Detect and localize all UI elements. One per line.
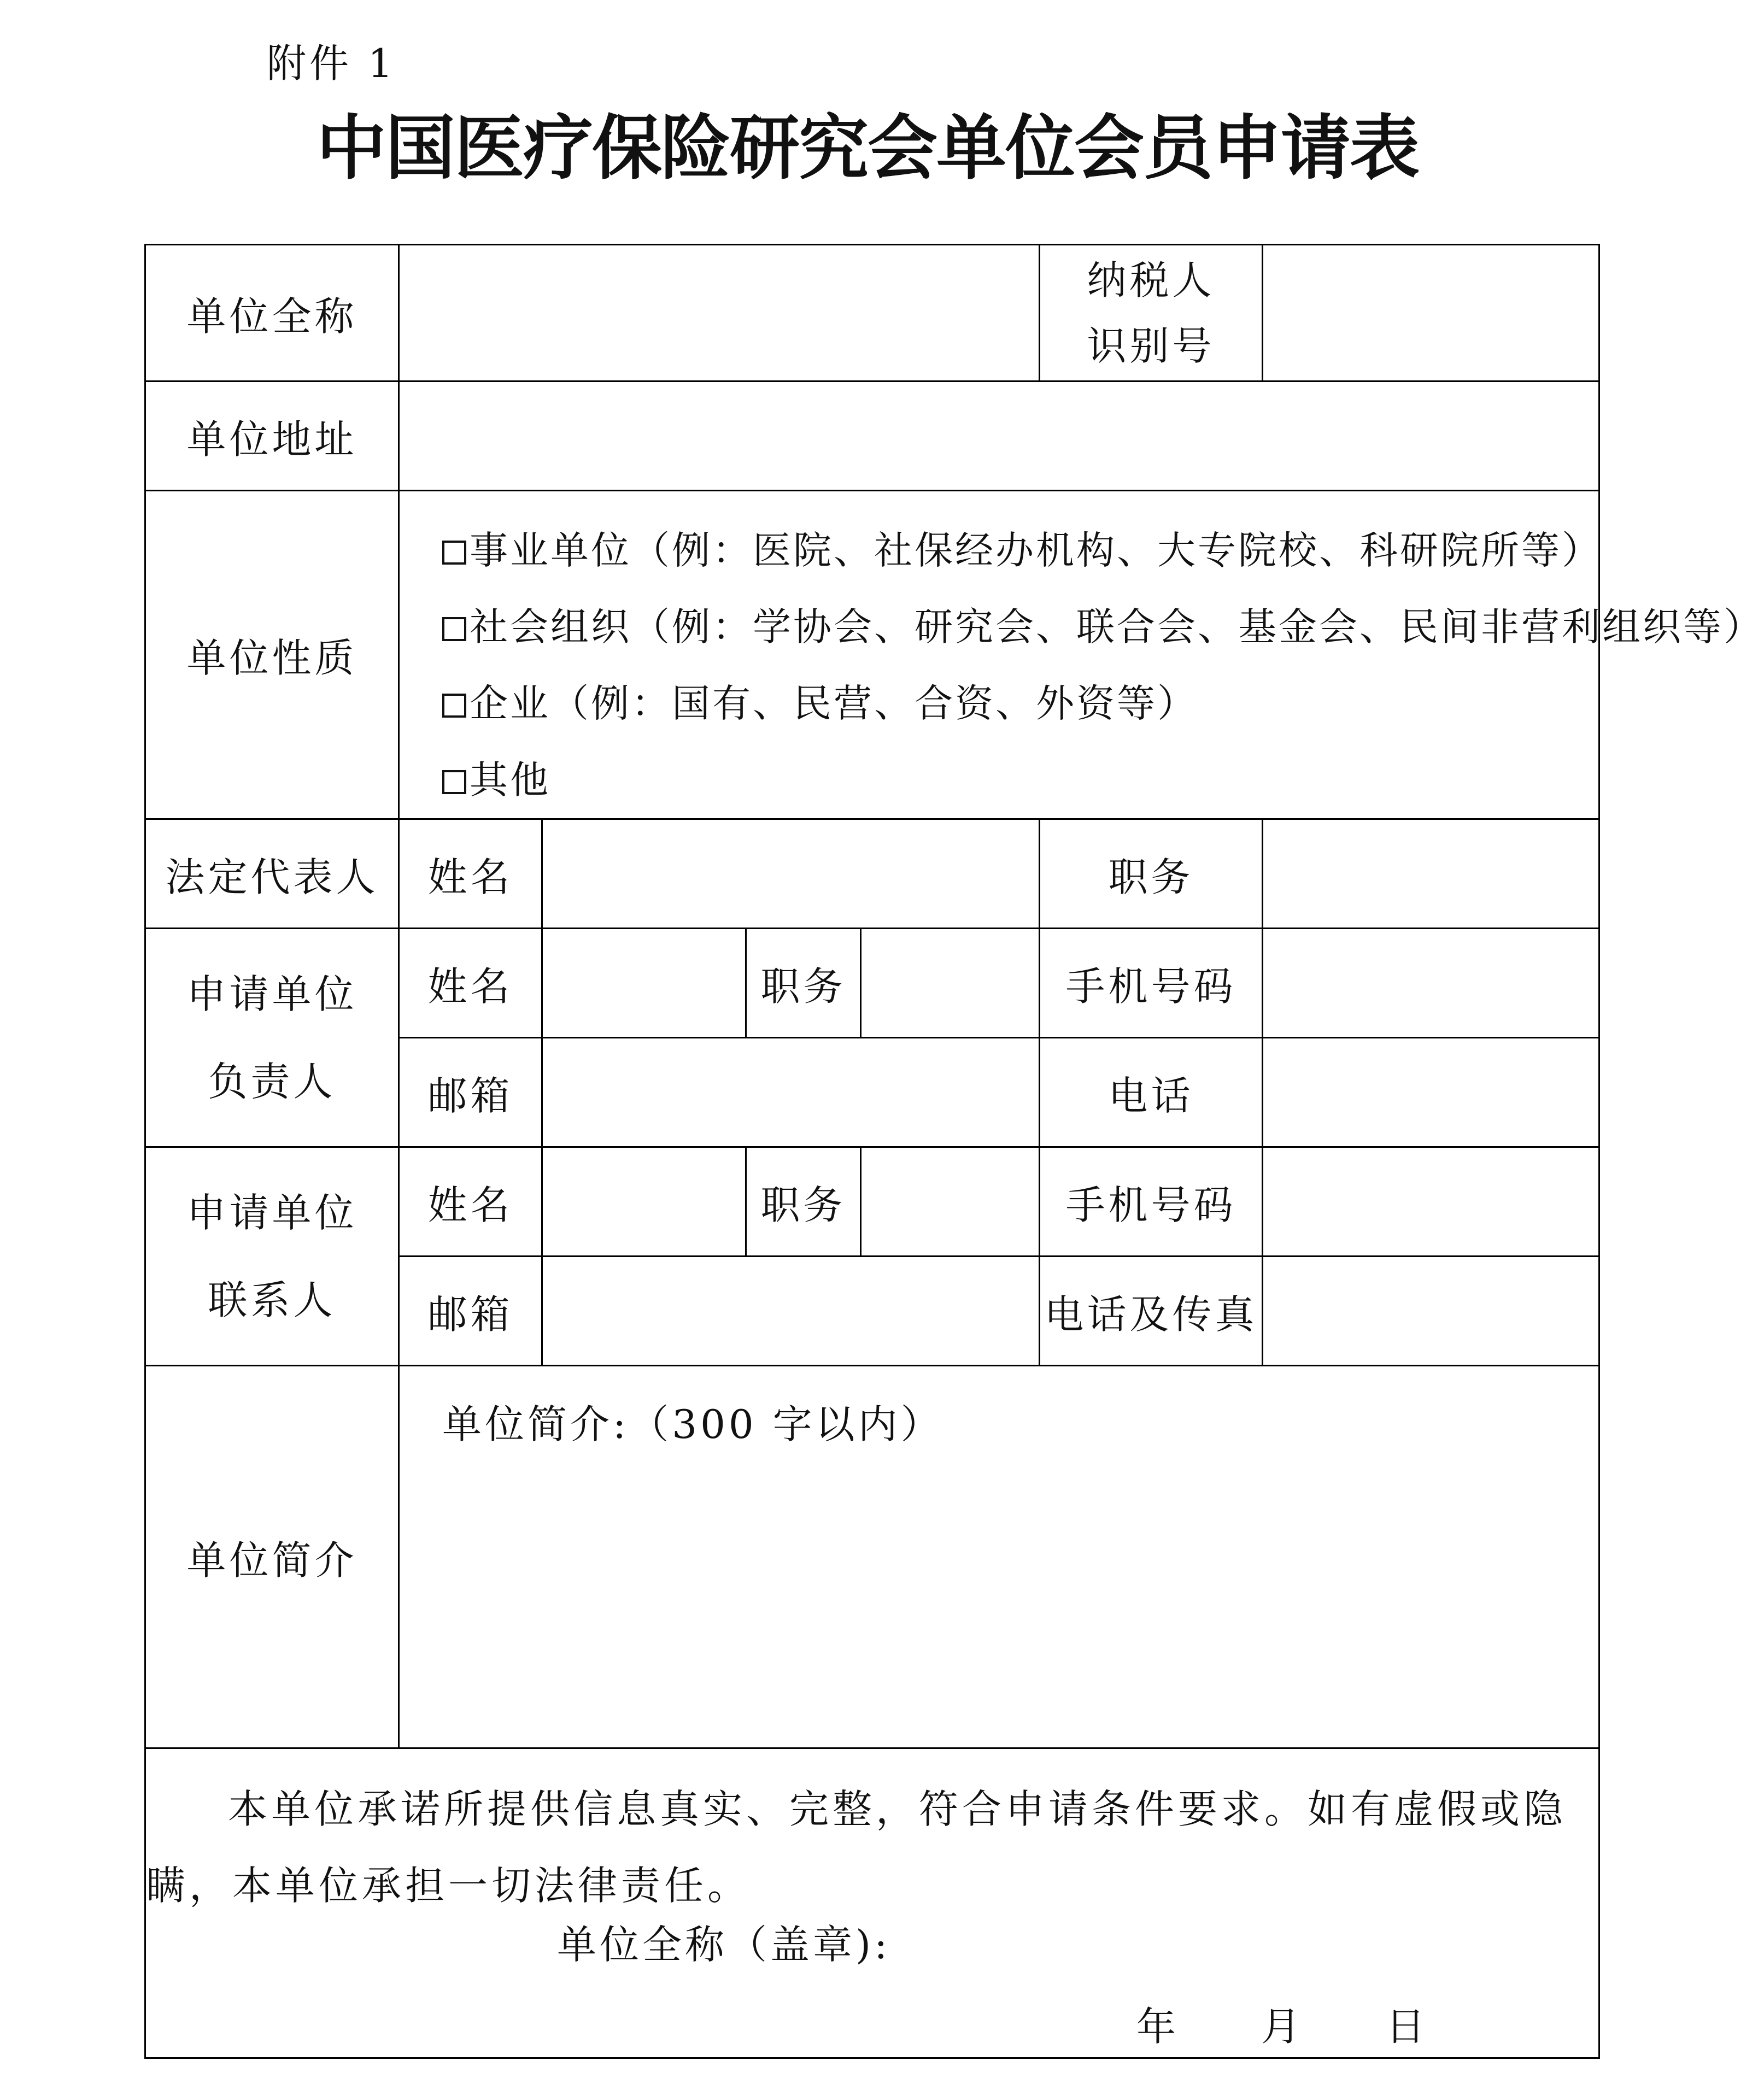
legal-rep-name-label: 姓名: [399, 819, 542, 929]
head-phone-label: 电话: [1040, 1038, 1263, 1147]
contact-phone-fax-label: 电话及传真: [1040, 1257, 1263, 1366]
head-mobile-label: 手机号码: [1040, 929, 1263, 1038]
contact-position-label: 职务: [746, 1147, 861, 1257]
row-legal-rep: [145, 819, 1599, 929]
nature-option-social-organization[interactable]: [442, 589, 1764, 665]
row-intro: [145, 1366, 1599, 1748]
contact-label-line2: 联系人: [208, 1277, 336, 1323]
pledge-cell: [145, 1748, 1599, 2058]
tax-id-label-line1: 纳税人: [1087, 257, 1215, 303]
contact-email-label: 邮箱: [399, 1257, 542, 1366]
checkbox-icon[interactable]: [442, 694, 466, 718]
head-email-field[interactable]: [542, 1038, 1040, 1147]
contact-name-label: 姓名: [399, 1147, 542, 1257]
intro-hint: 单位简介:（300 字以内）: [442, 1401, 943, 1447]
head-name-field[interactable]: [542, 929, 746, 1038]
address-field[interactable]: [399, 381, 1599, 491]
nature-option-other[interactable]: [442, 742, 1598, 818]
unit-name-label: 单位全称: [145, 245, 399, 381]
tax-id-label: [1040, 245, 1263, 381]
date-year-label: 年: [1136, 2004, 1180, 2050]
contact-mobile-field[interactable]: [1263, 1147, 1599, 1257]
checkbox-icon[interactable]: [442, 541, 466, 565]
row-pledge: [145, 1748, 1599, 2058]
row-address: [145, 381, 1599, 491]
checkbox-icon[interactable]: [442, 770, 466, 794]
date-line: [1136, 1995, 1428, 2052]
nature-options: [399, 491, 1764, 819]
page-title: 中国医疗保险研究会单位会员申请表: [316, 108, 1419, 189]
nature-option-public-institution[interactable]: [442, 512, 1602, 589]
contact-position-field[interactable]: [861, 1147, 1040, 1257]
row-nature: [145, 491, 1599, 819]
head-mobile-field[interactable]: [1263, 929, 1599, 1038]
row-contact-1: [145, 1147, 1599, 1257]
date-day-label: 日: [1386, 2004, 1429, 2050]
contact-label: [145, 1147, 399, 1366]
legal-rep-label: 法定代表人: [145, 819, 399, 929]
tax-id-field[interactable]: [1263, 245, 1599, 381]
row-head-1: [145, 929, 1599, 1038]
head-label-line2: 负责人: [208, 1058, 336, 1105]
pledge-text: 本单位承诺所提供信息真实、完整，符合申请条件要求。如有虚假或隐瞒，本单位承担一切法律责任。: [146, 1786, 1567, 1909]
contact-email-field[interactable]: [542, 1257, 1040, 1366]
head-name-label: 姓名: [399, 929, 542, 1038]
intro-label: 单位简介: [145, 1366, 399, 1748]
nature-option-label: 事业单位（例：医院、社保经办机构、大专院校、科研院所等）: [470, 528, 1602, 573]
legal-rep-position-field[interactable]: [1263, 819, 1599, 929]
nature-label: 单位性质: [145, 491, 399, 819]
nature-option-label: 社会组织（例：学协会、研究会、联合会、基金会、民间非营利组织等）: [470, 604, 1764, 649]
contact-phone-fax-field[interactable]: [1263, 1257, 1599, 1366]
legal-rep-position-label: 职务: [1040, 819, 1263, 929]
head-label-line1: 申请单位: [186, 971, 358, 1017]
head-phone-field[interactable]: [1263, 1038, 1599, 1147]
head-position-label: 职务: [746, 929, 861, 1038]
nature-option-label: 其他: [470, 758, 550, 802]
contact-mobile-label: 手机号码: [1040, 1147, 1263, 1257]
application-form: [144, 244, 1764, 2059]
date-month-label: 月: [1261, 2004, 1304, 2050]
address-label: 单位地址: [145, 381, 399, 491]
checkbox-icon[interactable]: [442, 617, 466, 641]
legal-rep-name-field[interactable]: [542, 819, 1040, 929]
head-label: [145, 929, 399, 1147]
head-email-label: 邮箱: [399, 1038, 542, 1147]
tax-id-label-line2: 识别号: [1087, 322, 1215, 369]
intro-field[interactable]: [399, 1366, 1599, 1748]
head-position-field[interactable]: [861, 929, 1040, 1038]
row-unit-name: [145, 245, 1599, 381]
contact-name-field[interactable]: [542, 1147, 746, 1257]
nature-option-enterprise[interactable]: [442, 665, 1598, 742]
contact-label-line1: 申请单位: [186, 1189, 358, 1236]
seal-label: 单位全称（盖章):: [557, 1922, 891, 1968]
attachment-label: 附件 1: [267, 40, 396, 86]
unit-name-field[interactable]: [399, 245, 1040, 381]
nature-option-label: 企业（例：国有、民营、合资、外资等）: [470, 681, 1198, 726]
